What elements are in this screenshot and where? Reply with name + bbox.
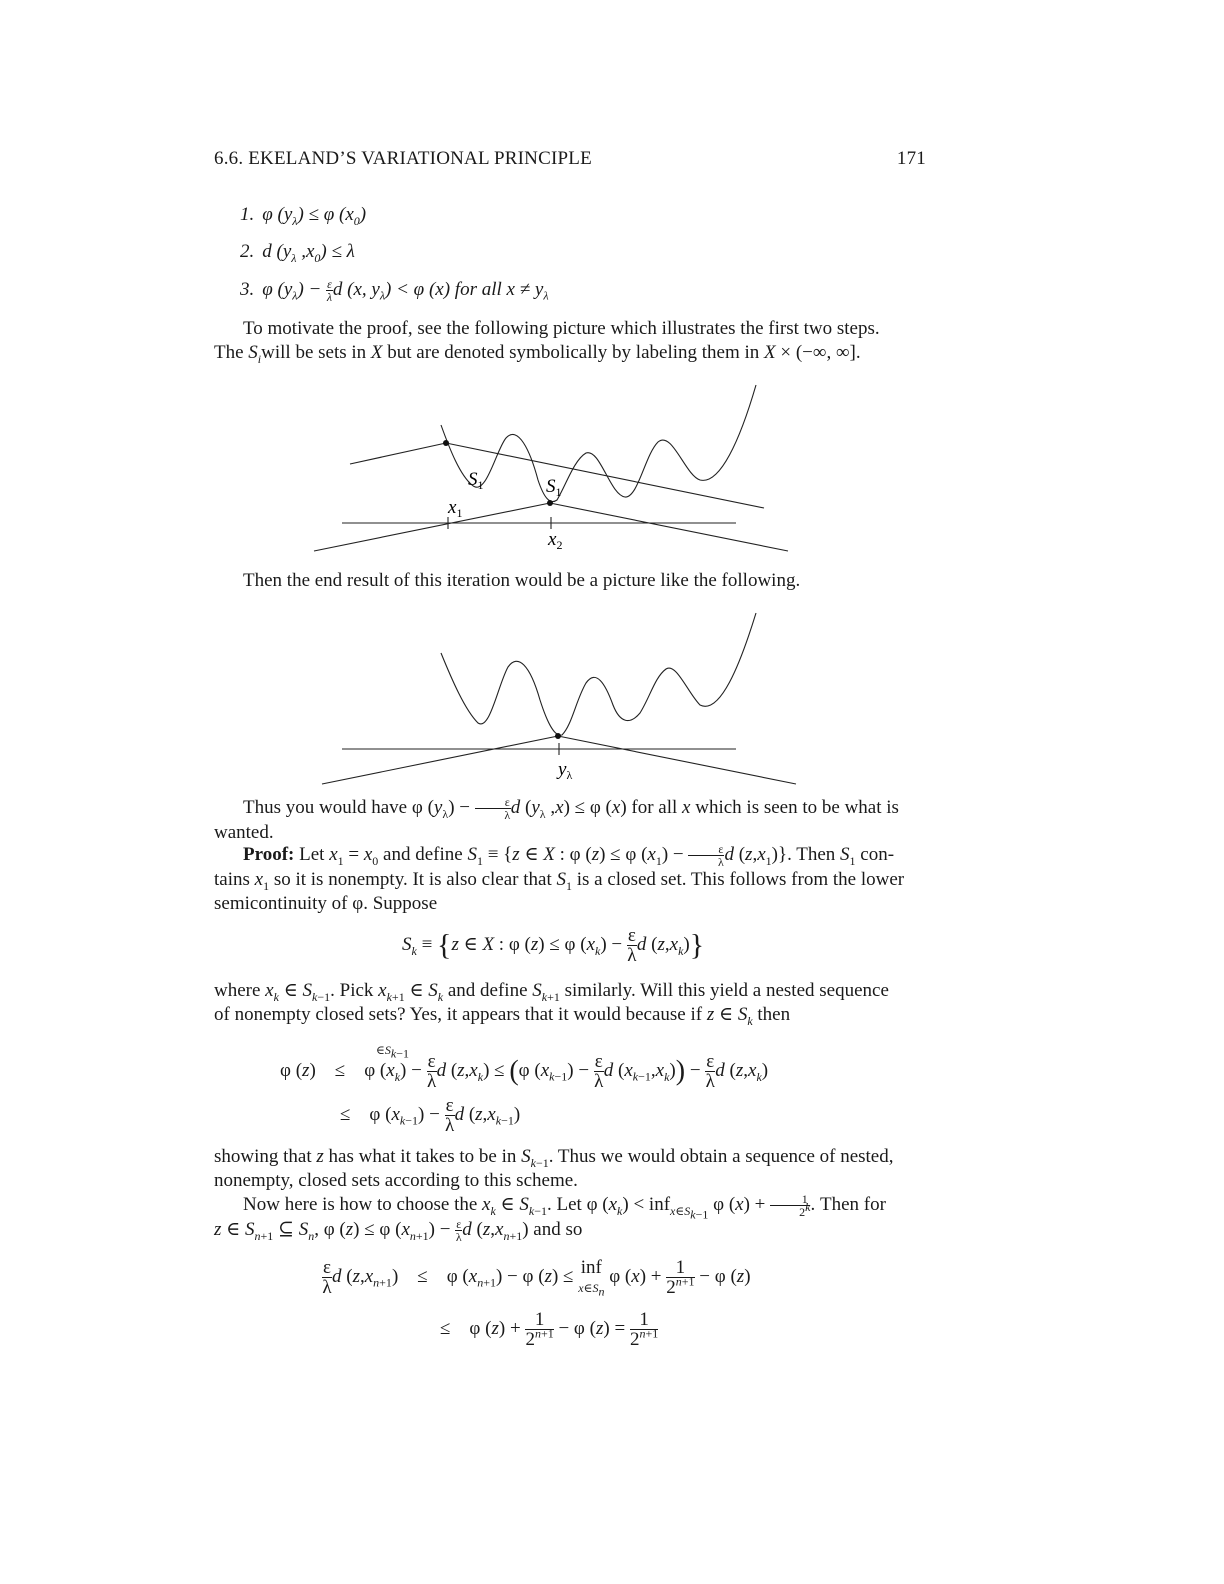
function-curve xyxy=(441,385,756,502)
then-paragraph: Then the end result of this iteration would be a picture like the following. xyxy=(243,570,801,591)
figure-first-two-steps xyxy=(300,380,800,560)
proof-paragraph: Proof: Let $x_1 = x_0$ and define $S_1 \equiv \{z$ ∈ X : φ (z) ≤ φ $(x_1)$ − $\frac{\varepsilon}{\lambda}$ d $(z,x_1)$}. Then $S_1$ con- tains $x_1$ so it is nonempty. It is also clear that $S_1$ is a closed set. This follows from the lower semicontinuity of φ. Suppose xyxy=(214,842,905,915)
function-curve xyxy=(441,613,756,735)
list-item-2: 2. d ($y_\lambda$ $,x_0) \le \lambda$ xyxy=(240,241,355,265)
showing-paragraph: showing that z has what it takes to be in $S_{k-1}$. Thus we would obtain a sequence of nested, nonempty, closed sets according to this scheme. xyxy=(214,1146,894,1191)
point-y-lambda xyxy=(555,733,561,739)
equation-nested-line2: ≤ φ $(x_{k-1})$ − $\frac{\varepsilon}{\lambda}$ d $(z,x_{k-1})$ xyxy=(340,1095,521,1136)
now-paragraph: Now here is how to choose the $x_k$ ∈ $S_{k-1}$. Let φ $(x_k) < inf_{x\in S_{k-1}}$ φ (x) + $\frac{1}{2^k}$ . Then for z ∈ $S_{n+1}$ ⊆ $S_n$, φ (z) ≤ φ $(x_{n+1})$ − $\frac{\varepsilon}{\lambda}$ d $(z,x_{n+1})$ and so xyxy=(214,1192,886,1245)
list-item-3: 3. φ $(y_\lambda)$ − $\frac{\varepsilon}{\lambda}$ d (x, $y_\lambda) < \varphi$ (x) for all $x \ne y_\lambda$ xyxy=(240,277,549,304)
lower-line-left xyxy=(314,503,550,551)
equation-final-line2: ≤ φ (z) + $\frac{1}{2^{n+1}}$ − φ (z) = $\frac{1}{2^{n+1}}$ xyxy=(440,1309,659,1350)
running-header xyxy=(214,148,926,170)
equation-sk: $S_k \equiv \{z$ ∈ X : φ (z) ≤ φ $(x_k)$ − $\frac{\varepsilon}{\lambda}$ d $(z,x_k)$} xyxy=(402,925,705,966)
lower-line-right xyxy=(550,503,788,551)
label-y-lambda: $y_\lambda$ xyxy=(558,759,573,782)
page-number: 171 xyxy=(896,148,926,169)
label-s1-right: $S_1$ xyxy=(546,476,562,499)
lower-line-left xyxy=(322,736,558,784)
motivation-paragraph: To motivate the proof, see the following picture which illustrates the first two steps. The $S_iwill$ be sets in X but are denoted symbolically by labeling them in X × (−∞, ∞]. xyxy=(214,318,880,366)
label-x2: $x_2$ xyxy=(548,529,563,552)
equation-nested-line1: φ (z) ≤ φ $(x_k)$ − $\frac{\varepsilon}{\lambda}$ d $(z,x_k) \le (\varphi$ $(x_{k-1})$ − $\frac{\varepsilon}{\lambda}$ d $(x_{k-1},x_k)$) − $\frac{\varepsilon}{\lambda}$ d $(z,x_k)$ xyxy=(280,1051,769,1092)
point-x2 xyxy=(547,500,553,506)
upper-line-right xyxy=(446,443,764,508)
label-x1: $x_1$ xyxy=(448,497,463,520)
upper-line-left xyxy=(350,443,446,464)
thus-paragraph: Thus you would have φ $(y_\lambda)$ − $\frac{\varepsilon}{\lambda}$ d ($y_\lambda$ ,x) ≤ φ (x) for all x which is seen to be what is wanted. xyxy=(214,795,899,844)
equation-final-line1: $\frac{\varepsilon}{\lambda}$ d $(z,x_{n+1})$ ≤ φ $(x_{n+1}) - \varphi$ (z) ≤ inf $x\in S_n$ φ (x) + $\frac{1}{2^{n+1}}$ − φ (z) xyxy=(322,1257,751,1299)
label-s1-left: $S_1$ xyxy=(468,469,484,492)
lower-line-right xyxy=(558,736,796,784)
list-item-1: 1. φ $(y_\lambda) \le \varphi$ $(x_0)$ xyxy=(240,204,367,228)
where-paragraph: where $x_k$ ∈ $S_{k-1}$. Pick $x_{k+1}$ ∈ $S_k$ and define $S_{k+1}$ similarly. Will this yield a nested sequence of nonempty closed sets? Yes, it appears that it would because if z ∈ $S_k$ then xyxy=(214,980,889,1028)
figure-end-result xyxy=(300,605,800,790)
point-x1 xyxy=(443,440,449,446)
section-title: 6.6. EKELAND’S VARIATIONAL PRINCIPLE xyxy=(214,148,592,169)
